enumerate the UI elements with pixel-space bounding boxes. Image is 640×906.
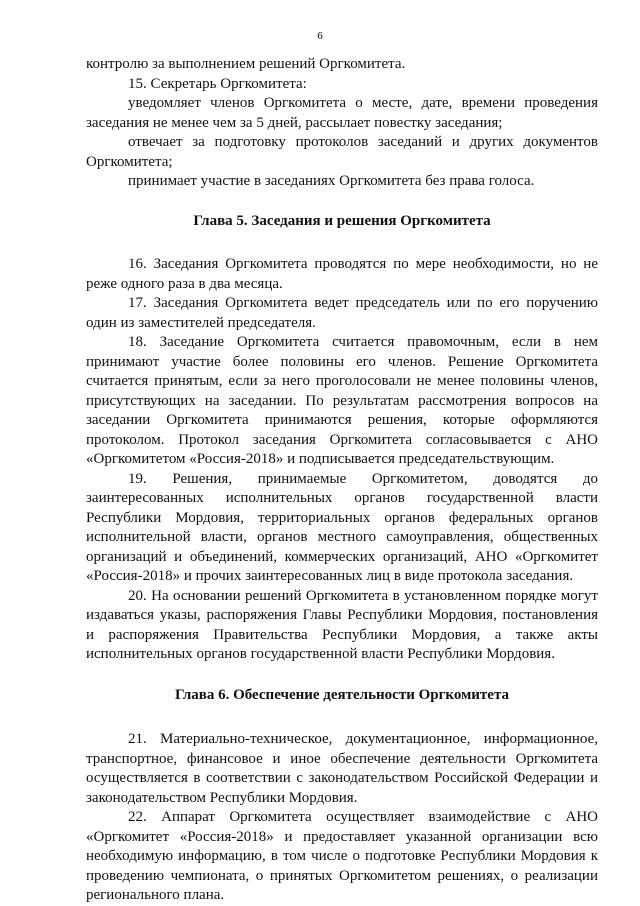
chapter-5-heading: Глава 5. Заседания и решения Оргкомитета [193, 212, 491, 229]
paragraph-18: 18. Заседание Оргкомитета считается правомочным, если в нем принимают участие более половины его членов. Решение Оргкомитета считается принятым, если за него проголосовали не менее половины членов, присутствующих на заседании. По результатам рассмотрения вопросов на заседании Оргкомитета принимаются решения, которые оформляются протоколом. Протокол заседания Оргкомитета согласовывается с АНО «Оргкомитетом «Россия-2018» и подписывается председательствующим. [86, 334, 598, 467]
chapter-6-heading: Глава 6. Обеспечение деятельности Оргкомитета [174, 686, 510, 703]
paragraph-15-item-c: принимает участие в заседаниях Оргкомитета без права голоса. [128, 173, 535, 189]
page-number: 6 [317, 30, 323, 42]
paragraph-16: 16. Заседания Оргкомитета проводятся по мере необходимости, но не реже одного раза в два месяца. [86, 256, 598, 292]
paragraph-21: 21. Материально-техническое, документационное, информационное, транспортное, финансовое и иное обеспечение деятельности Оргкомитета осуществляется в соответствии с законодательством Российской Федерации и законодательством Республики Мордовия. [86, 731, 598, 806]
paragraph-20: 20. На основании решений Оргкомитета в установленном порядке могут издаваться указы, распоряжения Главы Республики Мордовия, постановления и распоряжения Правительства Республики Мордовия, а также акты исполнительных органов государственной власти Республики Мордовия. [86, 587, 598, 662]
paragraph-15-item-b: отвечает за подготовку протоколов заседаний и других документов Оргкомитета; [86, 134, 598, 170]
paragraph-15-title: 15. Секретарь Оргкомитета: [128, 75, 307, 92]
paragraph-17: 17. Заседания Оргкомитета ведет председатель или по его поручению один из заместителей председателя. [86, 295, 598, 331]
paragraph-22: 22. Аппарат Оргкомитета осуществляет взаимодействие с АНО «Оргкомитет «Россия-2018» и предоставляет указанной организации всю необходимую информацию, в том числе о подготовке Республики Мордовия к проведению чемпионата, о принятых Оргкомитетом решениях, о реализации регионального плана. [86, 809, 598, 903]
paragraph-14-continuation: контролю за выполнением решений Оргкомитета. [86, 56, 406, 72]
paragraph-19: 19. Решения, принимаемые Оргкомитетом, доводятся до заинтересованных исполнительных органов государственной власти Республики Мордовия, территориальных органов федеральных органов исполнительной власти, органов местного самоуправления, общественных организаций и объединений, коммерческих организаций, АНО «Оргкомитет «Россия-2018» и прочих заинтересованных лиц в виде протокола заседания. [86, 470, 598, 584]
document-body [86, 55, 598, 906]
paragraph-15-item-a: уведомляет членов Оргкомитета о месте, дате, времени проведения заседания не менее чем за 5 дней, рассылает повестку заседания; [86, 95, 598, 131]
